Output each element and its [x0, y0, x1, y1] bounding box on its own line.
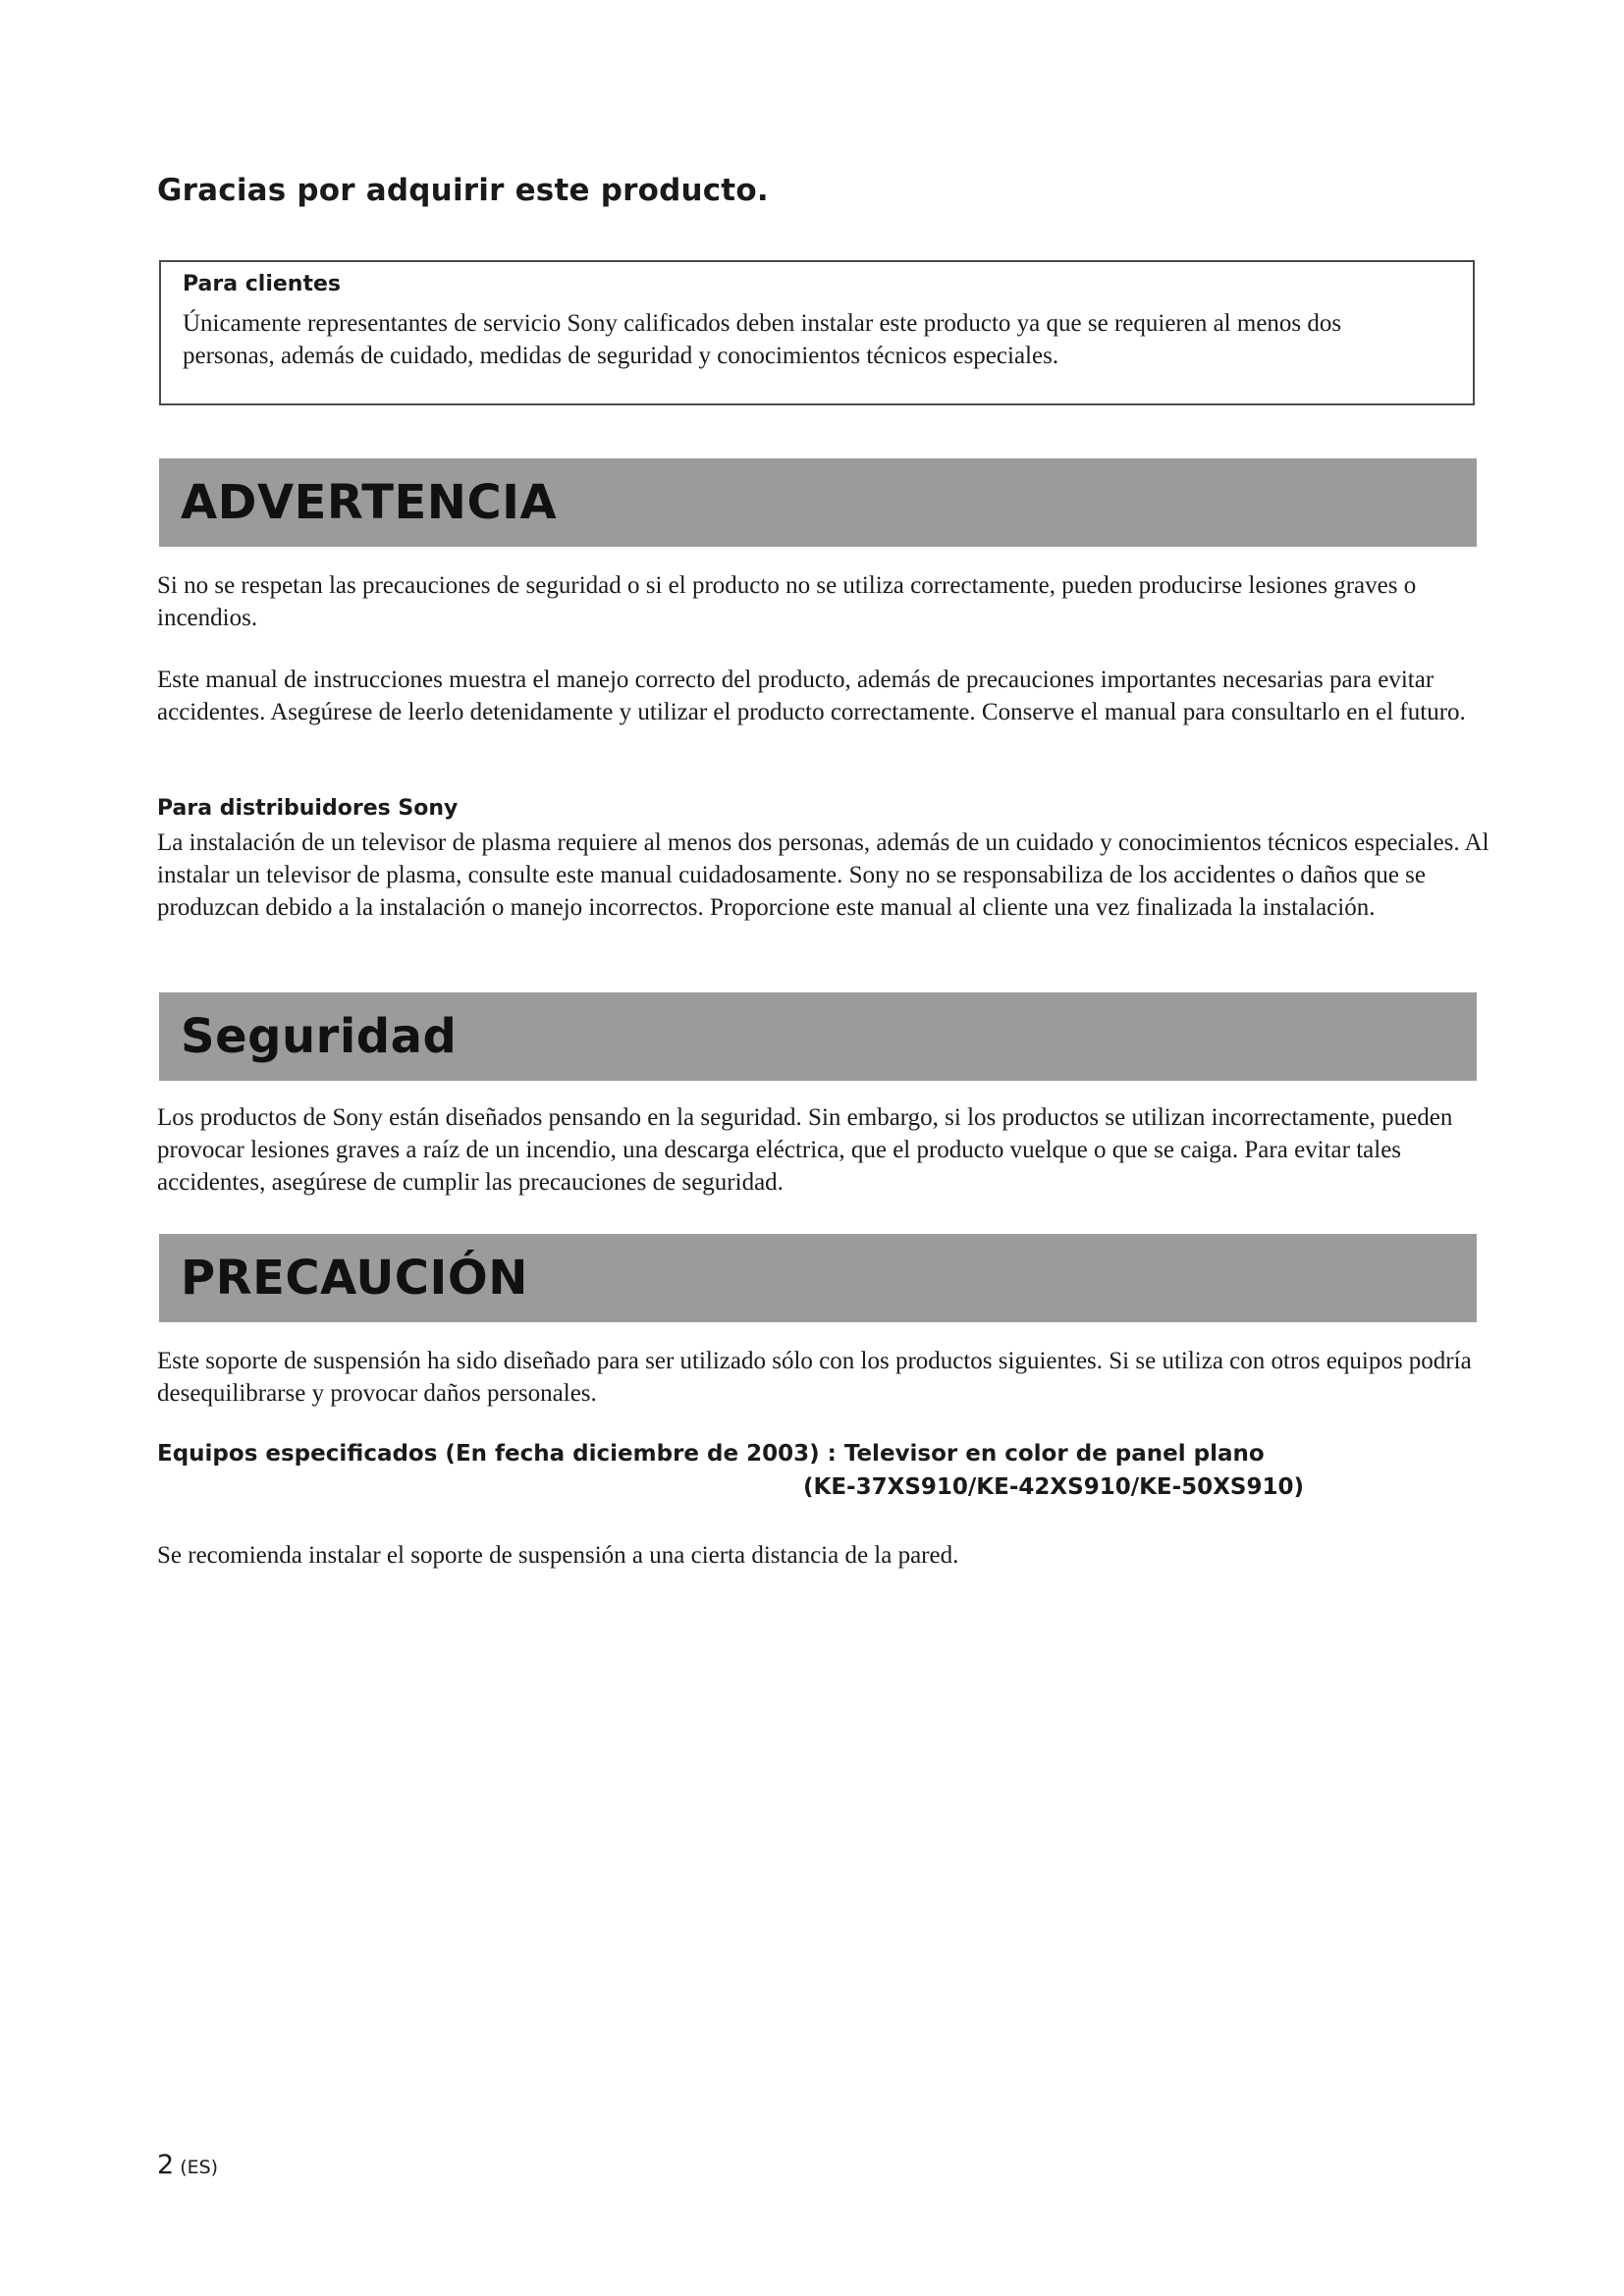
customer-notice-box — [159, 260, 1475, 405]
seguridad-banner — [159, 992, 1477, 1081]
customer-notice-heading: Para clientes — [183, 272, 341, 296]
specified-equipment-models: (KE-37XS910/KE-42XS910/KE-50XS910) — [803, 1474, 1305, 1500]
precaucion-text: Este soporte de suspensión ha sido diseñado para ser utilizado sólo con los productos siguientes. Si se utiliza con otros equipos podría desequilibrarse y provocar daños personales. — [157, 1348, 1472, 1407]
dealers-text: La instalación de un televisor de plasma requiere al menos dos personas, además de un cuidado y conocimientos técnicos especiales. Al instalar un televisor de plasma, consulte este manual cuidadosamente. Sony no se responsabiliza de los accidentes o daños que se produzcan debido a la instalación o manejo incorrectos. Proporcione este manual al cliente una vez finalizada la instalación. — [157, 829, 1489, 921]
specified-equipment-line: Equipos especificados (En fecha diciembre de 2003) : Televisor en color de panel plano — [157, 1441, 1265, 1467]
precaucion-banner — [159, 1234, 1477, 1322]
advertencia-banner — [159, 458, 1477, 547]
seguridad-text: Los productos de Sony están diseñados pensando en la seguridad. Sin embargo, si los productos se utilizan incorrectamente, pueden provocar lesiones graves a raíz de un incendio, una descarga eléctrica, que el producto vuelque o que se caiga. Para evitar tales accidentes, asegúrese de cumplir las precauciones de seguridad. — [157, 1104, 1453, 1196]
precaucion-heading: PRECAUCIÓN — [181, 1251, 528, 1306]
advertencia-heading: ADVERTENCIA — [181, 475, 558, 530]
page-footer — [157, 2150, 218, 2180]
installation-recommendation: Se recomienda instalar el soporte de suspensión a una cierta distancia de la pared. — [157, 1542, 959, 1569]
page-language: (ES) — [180, 2157, 219, 2178]
page-number: 2 — [157, 2150, 175, 2180]
page-title: Gracias por adquirir este producto. — [157, 173, 769, 208]
customer-notice-text: Únicamente representantes de servicio Sony calificados deben instalar este producto ya que se requieren al menos dos personas, además de cuidado, medidas de seguridad y conocimientos técnicos especiales. — [183, 310, 1342, 369]
advertencia-paragraph-1: Si no se respetan las precauciones de seguridad o si el producto no se utiliza correctamente, pueden producirse lesiones graves o incendios. — [157, 572, 1417, 631]
advertencia-paragraph-2: Este manual de instrucciones muestra el manejo correcto del producto, además de precauciones importantes necesarias para evitar accidentes. Asegúrese de leerlo detenidamente y utilizar el producto correctamente. Conserve el manual para consultarlo en el futuro. — [157, 667, 1466, 725]
seguridad-heading: Seguridad — [181, 1009, 458, 1064]
dealers-heading: Para distribuidores Sony — [157, 796, 459, 821]
